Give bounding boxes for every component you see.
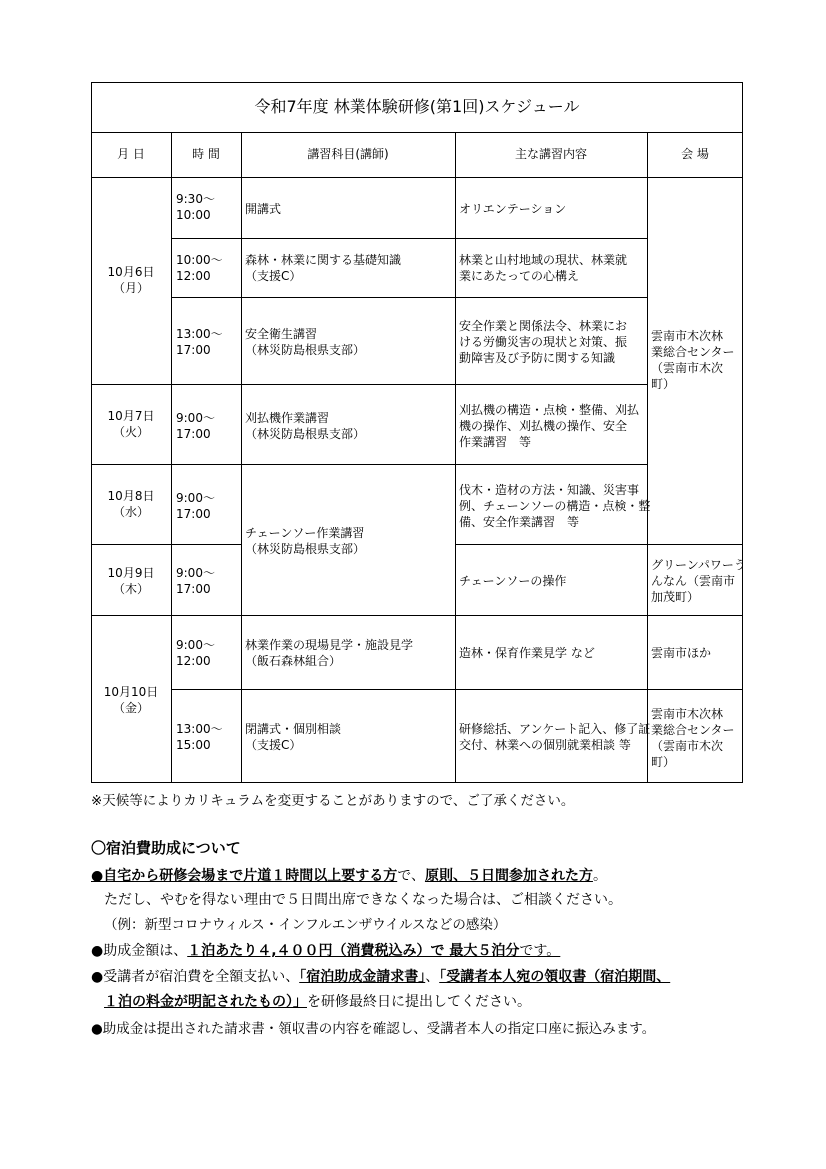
- subject-cell: 刈払機作業講習 （林災防島根県支部）: [245, 411, 366, 441]
- content-cell: 造林・保育作業見学 など: [459, 646, 595, 660]
- content-cell: 安全作業と関係法令、林業にお ける労働災害の現状と対策、振 動障害及び予防に関する知識: [459, 319, 628, 365]
- weekday-text: （金）: [112, 701, 149, 715]
- header-content: 主な講習内容: [514, 147, 587, 161]
- date-cell: [91, 488, 171, 520]
- content-cell: 林業と山村地域の現状、林業就 業にあたっての心構え: [459, 253, 628, 283]
- header-subject: 講習科目(講師): [307, 147, 389, 161]
- venue-cell: 雲南市木次林 業総合センター （雲南市木次 町）: [651, 707, 735, 769]
- weekday-text: （火）: [112, 425, 149, 439]
- content-cell: チェーンソーの操作: [459, 574, 567, 588]
- date-cell: [91, 565, 171, 597]
- time-cell: 9:00～ 17:00: [176, 491, 215, 521]
- time-cell: 13:00～ 17:00: [176, 327, 223, 357]
- table-title: 令和7年度 林業体験研修(第1回)スケジュール: [254, 97, 580, 116]
- weekday-text: （水）: [112, 505, 149, 519]
- time-cell: 10:00～ 12:00: [176, 253, 223, 283]
- content-cell: オリエンテーション: [459, 202, 567, 216]
- subsidy-line-3: （例：新型コロナウィルス・インフルエンザウイルスなどの感染）: [104, 917, 507, 933]
- subsidy-heading: 〇宿泊費助成について: [91, 839, 241, 857]
- header-venue: 会 場: [681, 147, 709, 161]
- subject-cell: 閉講式・個別相談 （支援C）: [245, 722, 342, 752]
- subject-cell: 森林・林業に関する基礎知識 （支援C）: [245, 253, 402, 283]
- date-text: 10月8日: [107, 489, 155, 503]
- date-text: 10月6日: [107, 265, 155, 279]
- date-text: 10月7日: [107, 409, 155, 423]
- time-cell: 9:00～ 17:00: [176, 566, 215, 596]
- time-cell: 9:30～ 10:00: [176, 192, 215, 222]
- venue-cell: 雲南市ほか: [651, 646, 712, 660]
- schedule-note: ※天候等によりカリキュラムを変更することがありますので、ご了承ください。: [91, 793, 575, 809]
- weekday-text: （月）: [112, 281, 149, 295]
- time-cell: 13:00～ 15:00: [176, 722, 223, 752]
- header-date: 月 日: [117, 147, 145, 161]
- weekday-text: （木）: [112, 582, 149, 596]
- date-cell: [91, 684, 171, 716]
- subsidy-line-4: ●助成金額は、１泊あたり４,４００円（消費税込み）で 最大５泊分です。: [91, 943, 561, 959]
- subject-cell: 開講式: [245, 202, 282, 216]
- time-cell: 9:00～ 12:00: [176, 638, 215, 668]
- subsidy-line-6: １泊の料金が明記されたもの）」を研修最終日に提出してください。: [104, 994, 531, 1010]
- date-text: 10月9日: [107, 566, 155, 580]
- subject-cell: 安全衛生講習 （林災防島根県支部）: [245, 327, 366, 357]
- time-cell: 9:00～ 17:00: [176, 411, 215, 441]
- subsidy-line-1: ●自宅から研修会場まで片道１時間以上要する方で、原則、５日間参加された方。: [91, 868, 607, 884]
- subject-cell: チェーンソー作業講習 （林災防島根県支部）: [245, 526, 366, 556]
- date-cell: [91, 408, 171, 440]
- subsidy-line-5: ●受講者が宿泊費を全額支払い、「宿泊助成金請求書」、「受講者本人宛の領収書（宿泊期間、: [91, 969, 671, 985]
- venue-cell: 雲南市木次林 業総合センター （雲南市木次 町）: [651, 329, 735, 391]
- content-cell: 研修総括、アンケート記入、修了証 交付、林業への個別就業相談 等: [459, 722, 651, 752]
- header-time: 時 間: [192, 147, 220, 161]
- subject-cell: 林業作業の現場見学・施設見学 （飯石森林組合）: [245, 638, 414, 668]
- subsidy-line-2: ただし、やむを得ない理由で５日間出席できなくなった場合は、ご相談ください。: [104, 892, 622, 908]
- content-cell: 伐木・造材の方法・知識、災害事 例、チェーンソーの構造・点検・整 備、安全作業講習 等: [459, 483, 651, 529]
- venue-cell: グリーンパワーう んなん（雲南市 加茂町）: [651, 558, 746, 604]
- date-text: 10月10日: [103, 685, 159, 699]
- content-cell: 刈払機の構造・点検・整備、刈払 機の操作、刈払機の操作、安全 作業講習 等: [459, 403, 640, 449]
- subsidy-line-7: ●助成金は提出された請求書・領収書の内容を確認し、受講者本人の指定口座に振込みます。: [91, 1021, 656, 1037]
- date-cell: [91, 264, 171, 296]
